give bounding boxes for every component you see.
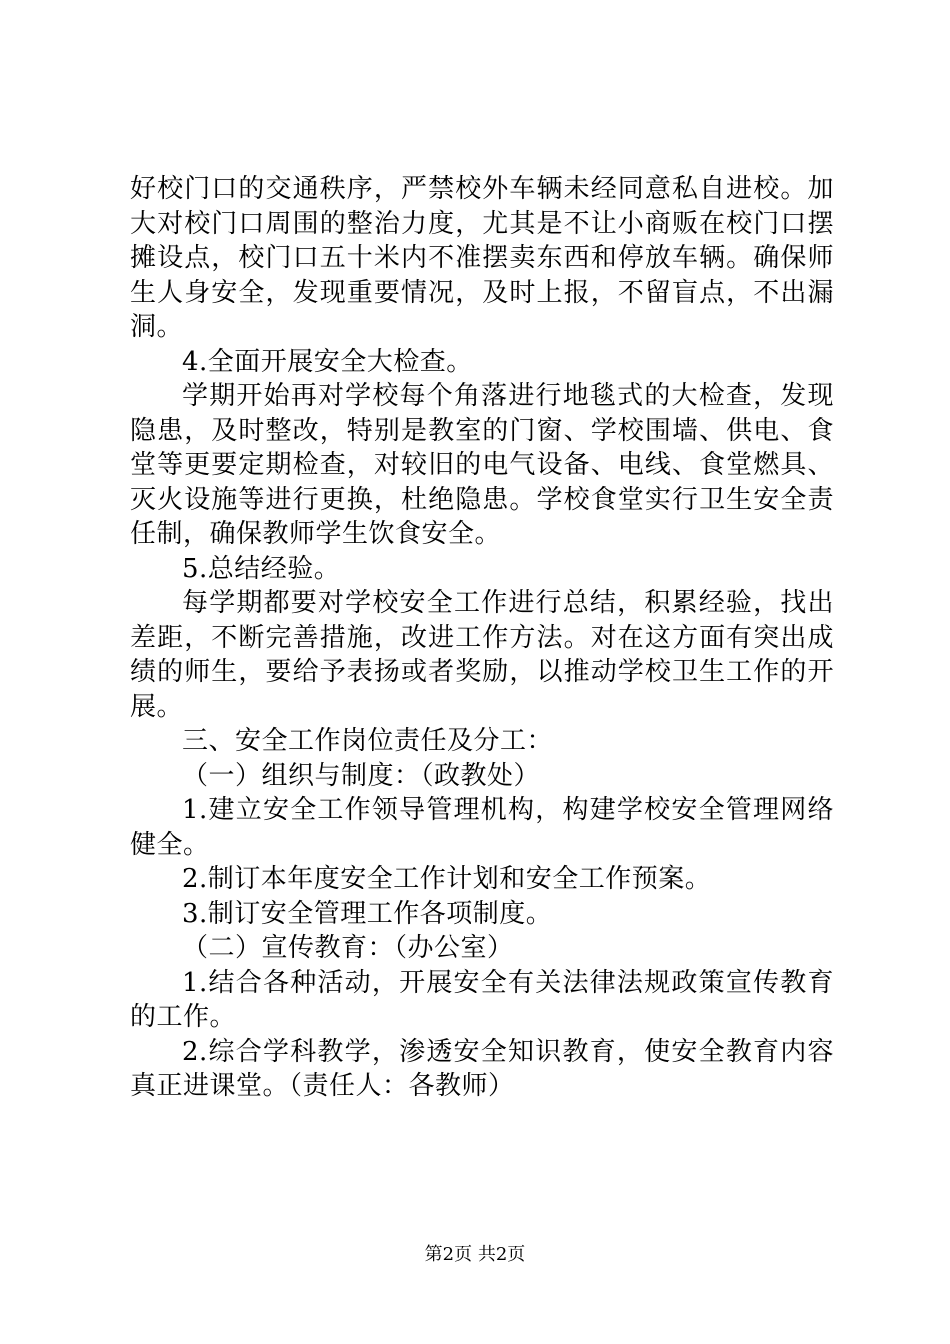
subsection-heading-2: （二）宣传教育：（办公室） xyxy=(182,933,514,963)
document-body xyxy=(130,172,834,1104)
list-item: 2.制订本年度安全工作计划和安全工作预案。 xyxy=(182,864,712,894)
list-item: 1.结合各种活动，开展安全有关法律法规政策宣传教育的工作。 xyxy=(130,967,834,1032)
page-footer: 第2页 共2页 xyxy=(424,1244,526,1265)
paragraph-campus-gate: 好校门口的交通秩序，严禁校外车辆未经同意私自进校。加大对校门口周围的整治力度，尤其是不让小商贩在校门口摆摊设点，校门口五十米内不准摆卖东西和停放车辆。确保师生人身安全，发现重要情况，及时上报，不留盲点，不出漏洞。 xyxy=(130,174,834,342)
heading-item-4: 4.全面开展安全大检查。 xyxy=(182,346,473,377)
subsection-heading-1: （一）组织与制度：（政教处） xyxy=(182,760,541,791)
list-item: 3.制订安全管理工作各项制度。 xyxy=(182,898,553,929)
paragraph-inspection: 学期开始再对学校每个角落进行地毯式的大检查，发现隐患，及时整改，特别是教室的门窗、学校围墙、供电、食堂等更要定期检查，对较旧的电气设备、电线、食堂燃具、灭火设施等进行更换，杜绝隐患。学校食堂实行卫生安全责任制，确保教师学生饮食安全。 xyxy=(130,381,834,549)
section-heading-3: 三、安全工作岗位责任及分工： xyxy=(182,726,554,756)
paragraph-summary: 每学期都要对学校安全工作进行总结，积累经验，找出差距，不断完善措施，改进工作方法。对在这方面有突出成绩的师生，要给予表扬或者奖励，以推动学校卫生工作的开展。 xyxy=(130,588,834,722)
list-item: 1.建立安全工作领导管理机构，构建学校安全管理网络健全。 xyxy=(130,795,834,860)
heading-item-5: 5.总结经验。 xyxy=(182,553,341,584)
list-item: 2.综合学科教学，渗透安全知识教育，使安全教育内容真正进课堂。（责任人：各教师） xyxy=(130,1036,834,1101)
